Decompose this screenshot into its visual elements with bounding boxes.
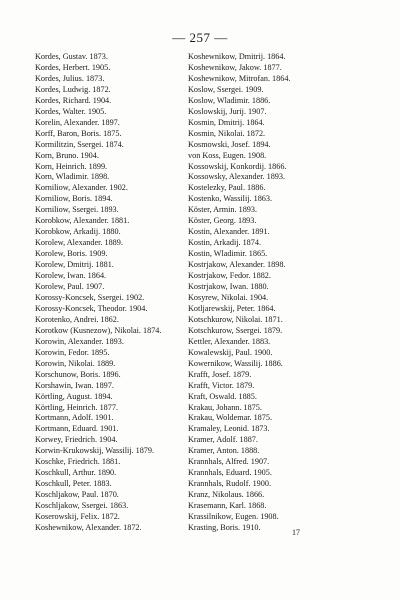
list-entry: Koshewnikow, Jakow. 1877. [188,62,282,72]
list-entry: Korolew, Dmitrij. 1881. [35,260,114,270]
list-entry: Korobkow, Alexander. 1881. [35,216,130,226]
list-entry: Korn, Bruno. 1904. [35,150,99,160]
list-entry: Kordes, Julius. 1873. [35,73,105,83]
list-entry: Kramer, Anton. 1888. [188,446,260,456]
list-entry: Koserowskij, Felix. 1872. [35,512,120,522]
list-entry: Korotenko, Andrei. 1862. [35,314,119,324]
list-entry: Kostenko, Wassilij. 1863. [188,194,273,204]
list-entry: Krafft, Victor. 1879. [188,380,255,390]
list-entry: Koschljakow, Ssergei. 1863. [35,501,129,511]
list-entry: Kramaley, Leonid. 1873. [188,424,270,434]
list-entry: Korotkow (Kusnezow), Nikolai. 1874. [35,325,162,335]
list-entry: Korschunow, Boris. 1896. [35,369,121,379]
list-entry: Kordes, Ludwig. 1872. [35,84,111,94]
list-entry: Korowin, Nikolai. 1889. [35,358,116,368]
list-entry: Kordes, Gustav. 1873. [35,52,108,61]
list-entry: Kossowskij, Konkordij. 1866. [188,161,287,171]
list-entry: Krafft, Josef. 1879. [188,369,252,379]
list-entry: Krakau, Woldemar. 1875. [188,413,272,423]
list-entry: Koshewnikow, Alexander. 1872. [35,522,142,532]
name-list-left-column [35,52,195,534]
list-entry: Koslowskij, Jurij. 1907. [188,106,267,116]
list-entry: Kostrjakow, Fedor. 1882. [188,271,271,281]
list-entry: Korn, Wladimir. 1898. [35,172,110,182]
list-entry: Krassilnikow, Eugen. 1908. [188,512,279,522]
list-entry: Korolew, Iwan. 1864. [35,271,107,281]
list-entry: Kormilitzin, Ssergei. 1874. [35,139,124,149]
list-entry: Kostin, Arkadij. 1874. [188,238,262,248]
list-entry: Kostrjakow, Iwan. 1880. [188,282,269,292]
list-entry: Korshawin, Iwan. 1897. [35,380,114,390]
list-entry: Kortmann, Eduard. 1901. [35,424,119,434]
list-entry: Korwey, Friedrich. 1904. [35,435,118,445]
list-entry: Kosmowski, Josef. 1894. [188,139,271,149]
list-entry: Korniliow, Ssergei. 1893. [35,205,119,215]
list-entry: von Koss, Eugen. 1908. [188,150,267,160]
list-entry: Kraft, Oswald. 1885. [188,391,257,401]
list-entry: Korolew, Alexander. 1889. [35,238,123,248]
list-entry: Kordes, Herbert. 1905. [35,62,111,72]
list-entry: Körtling, Heinrich. 1877. [35,402,118,412]
list-entry: Kramer, Adolf. 1887. [188,435,258,445]
list-entry: Krasting, Boris. 1910. [188,522,261,532]
list-entry: Kowalewskij, Paul. 1900. [188,347,273,357]
list-entry: Korolew, Paul. 1907. [35,282,105,292]
list-entry: Koschkull, Arthur. 1890. [35,468,117,478]
list-entry: Kotljarewskij, Peter. 1864. [188,303,276,313]
list-entry: Kostelezky, Paul. 1886. [188,183,266,193]
page-number: — 257 — [172,30,228,45]
list-entry: Kosyrew, Nikolai. 1904. [188,292,269,302]
list-entry: Korossy-Koncsek, Ssergei. 1902. [35,292,145,302]
list-entry: Köster, Georg. 1893. [188,216,257,226]
list-entry: Korniliow, Alexander. 1902. [35,183,128,193]
list-entry: Körtling, August. 1894. [35,391,113,401]
list-entry: Köster, Armin. 1893. [188,205,258,215]
list-entry: Korelin, Alexander. 1897. [35,117,120,127]
list-entry: Kosmin, Dmitrij. 1864. [188,117,265,127]
list-entry: Krakau, Johann. 1875. [188,402,262,412]
list-entry: Korwin-Krukowskij, Wassilij. 1879. [35,446,155,456]
list-entry: Kotschkurow, Nikolai. 1871. [188,314,283,324]
list-entry: Kortmann, Adolf. 1901. [35,413,114,423]
list-entry: Koschljakow, Paul. 1870. [35,490,119,500]
signature-mark: 17 [292,528,300,537]
list-entry: Kordes, Walter. 1905. [35,106,107,116]
name-list-right-column [188,52,363,534]
list-entry: Kostin, Alexander. 1891. [188,227,270,237]
list-entry: Kowernikow, Wassilij. 1886. [188,358,283,368]
list-entry: Kostrjakow, Alexander. 1898. [188,260,286,270]
list-entry: Koshewnikow, Mitrofan. 1864. [188,73,291,83]
list-entry: Koschkull, Peter. 1883. [35,479,112,489]
list-entry: Kettler, Alexander. 1883. [188,336,271,346]
list-entry: Koschke, Friedrich. 1881. [35,457,121,467]
list-entry: Krannhals, Eduard. 1905. [188,468,272,478]
list-entry: Korniliow, Boris. 1894. [35,194,113,204]
list-entry: Korobkow, Arkadij. 1880. [35,227,121,237]
list-entry: Koshewnikow, Dmitrij. 1864. [188,52,286,61]
list-entry: Korossy-Koncsek, Theodor. 1904. [35,303,148,313]
list-entry: Korowin, Alexander. 1893. [35,336,124,346]
list-entry: Kotschkurow, Ssergei. 1879. [188,325,283,335]
list-entry: Krasemann, Karl. 1868. [188,501,267,511]
list-entry: Krannhals, Alfred. 1907. [188,457,270,467]
list-entry: Krannhals, Rudolf. 1900. [188,479,272,489]
list-entry: Korowin, Fedor. 1895. [35,347,110,357]
list-entry: Korff, Baron, Boris. 1875. [35,128,122,138]
list-entry: Koslow, Ssergei. 1909. [188,84,264,94]
list-entry: Kordes, Richard. 1904. [35,95,112,105]
list-entry: Korolew, Boris. 1909. [35,249,108,259]
list-entry: Kossowsky, Alexander. 1893. [188,172,286,182]
list-entry: Koslow, Wladimir. 1886. [188,95,271,105]
list-entry: Korn, Heinrich. 1899. [35,161,108,171]
list-entry: Kranz, Nikolaus. 1866. [188,490,265,500]
list-entry: Kosmin, Nikolai. 1872. [188,128,266,138]
list-entry: Kostin, Wladimir. 1865. [188,249,268,259]
